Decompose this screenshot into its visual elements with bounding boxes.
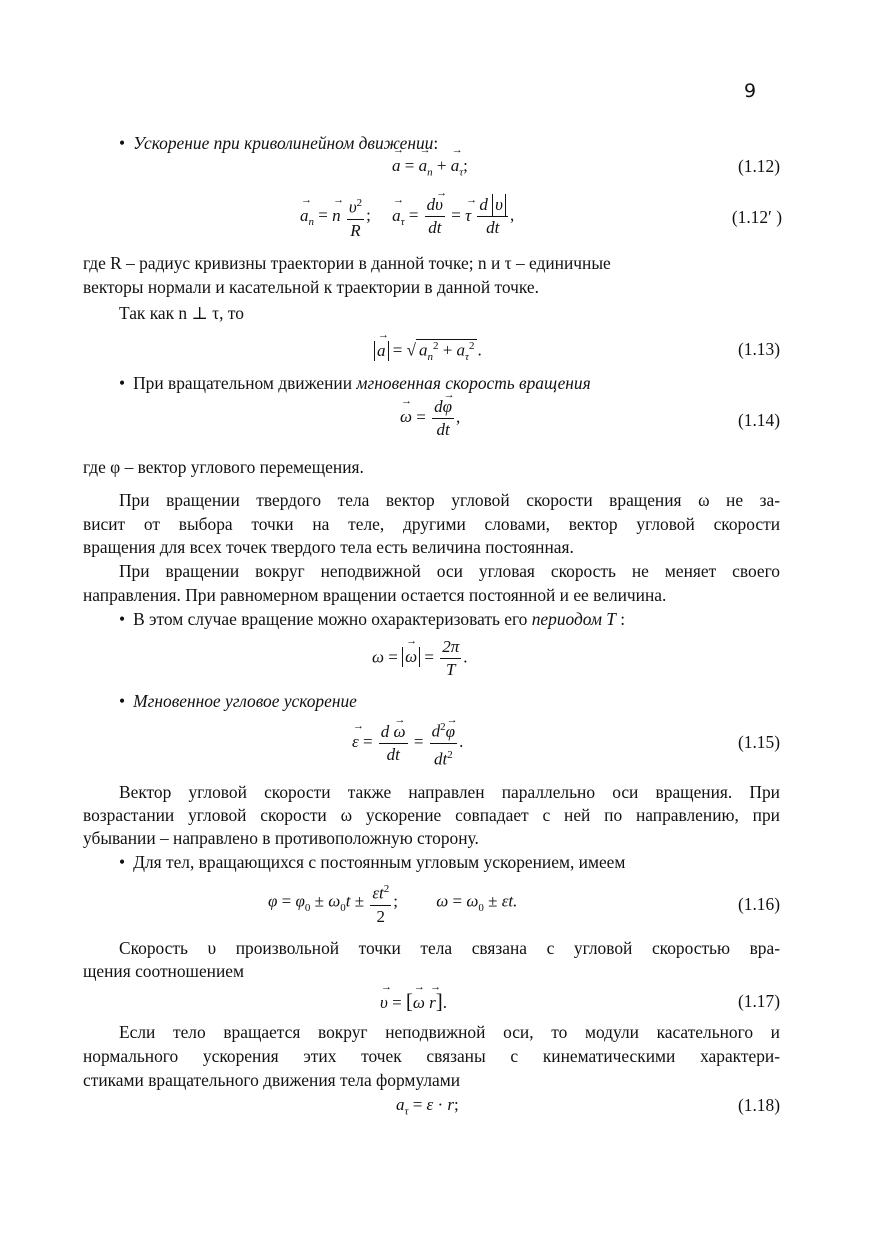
- var-r: → r: [429, 993, 436, 1013]
- sub-n: n: [308, 216, 314, 229]
- op-pm: ±: [488, 891, 498, 911]
- var-abs-v: υ: [492, 194, 506, 216]
- equation-1-18: [396, 1095, 459, 1117]
- op-eq: =: [413, 732, 424, 752]
- fraction-v2-R: [347, 192, 364, 242]
- var-epsilon: → ε: [352, 732, 359, 752]
- var-dt: dt: [386, 744, 400, 764]
- sub-n: n: [427, 351, 433, 364]
- var-omega-vec: → ω: [405, 647, 417, 667]
- var-R: R: [350, 220, 361, 240]
- var-omega0: ω: [466, 891, 479, 911]
- var-dt: dt: [428, 218, 442, 238]
- op-eq: =: [404, 156, 415, 175]
- eq-end: .: [459, 732, 464, 752]
- fraction-d2phi-dt2: [430, 716, 457, 770]
- var-v: → υ: [380, 993, 388, 1013]
- op-eq: =: [392, 993, 402, 1012]
- sub-tau: τ: [465, 351, 469, 364]
- sup-2: 2: [432, 340, 439, 352]
- sup-2: 2: [356, 197, 363, 209]
- var-d: d: [434, 397, 443, 416]
- semicolon: ;: [393, 891, 398, 911]
- op-eq: =: [392, 340, 403, 360]
- sub-n: n: [427, 166, 433, 179]
- op-eq: =: [362, 732, 373, 752]
- var-omega: ω: [436, 891, 449, 911]
- var-T: T: [601, 609, 616, 629]
- bullet-marker: •: [119, 133, 126, 153]
- paragraph-line: векторы нормали и касательной к траектории в данной точке.: [83, 277, 539, 297]
- var-omega: → ω: [400, 407, 412, 427]
- op-eq: =: [451, 205, 461, 225]
- equation-1-15: [352, 716, 463, 770]
- var-v-vec: → υ: [435, 194, 443, 216]
- var-2pi: 2π: [440, 636, 461, 659]
- var-T: T: [446, 660, 456, 679]
- sub-0: 0: [340, 902, 346, 915]
- bullet-marker: •: [119, 691, 126, 711]
- op-pm: ±: [354, 891, 365, 911]
- eq-end: .: [463, 647, 468, 667]
- var-a: a: [456, 340, 466, 360]
- comma: ,: [456, 407, 461, 427]
- equation-number-1-12-prime: (1.12′ ): [731, 207, 782, 227]
- equation-1-16: [268, 878, 517, 928]
- sub-0: 0: [304, 902, 311, 915]
- op-dot: ·: [437, 1095, 444, 1114]
- paragraph-line: направления. При равномерном вращении остается постоянной и ее величина.: [83, 585, 667, 605]
- sub-tau: τ: [404, 1105, 409, 1118]
- op-eq: =: [281, 891, 292, 911]
- paragraph-line: Вектор угловой скорости также направлен параллельно оси вращения. При: [119, 782, 780, 802]
- op-pm: ±: [314, 891, 324, 911]
- fraction-dabsv-dt: [477, 194, 508, 239]
- var-a: → a: [392, 156, 401, 176]
- var-phi: → φ: [443, 396, 452, 418]
- var-epsilon: ε: [426, 1095, 434, 1114]
- sup-2: 2: [440, 721, 446, 733]
- equation-number-1-18: (1.18): [737, 1095, 780, 1115]
- var-dt: dt: [436, 420, 450, 439]
- eq-end: .: [442, 993, 448, 1012]
- var-dt: dt: [433, 749, 448, 769]
- var-a: a: [396, 1095, 405, 1114]
- num-2: 2: [376, 906, 386, 926]
- op-eq: =: [318, 205, 328, 225]
- page-number: 9: [744, 80, 757, 102]
- var-phi: → φ: [446, 721, 455, 743]
- op-eq: =: [388, 647, 398, 667]
- op-eq: =: [424, 647, 434, 667]
- var-omega: → ω: [413, 993, 425, 1013]
- paragraph-line: При вращении твердого тела вектор угловой скорости вращения ω не за-: [119, 490, 780, 510]
- bullet-label: Ускорение при криволинейном движении: [133, 133, 434, 153]
- bullet-marker: •: [119, 609, 126, 629]
- equation-1-17: → υ = [→ ω → r].: [380, 989, 447, 1014]
- fraction-dv-dt: [425, 194, 445, 239]
- sub-0: 0: [478, 902, 484, 915]
- equation-number-1-14: (1.14): [737, 410, 780, 430]
- fraction-dphi-dt: [432, 396, 454, 441]
- var-at: → a: [392, 206, 401, 226]
- equation-number-1-16: (1.16): [737, 894, 780, 914]
- eq-end: ;: [463, 156, 468, 175]
- var-r: r: [447, 1095, 455, 1114]
- var-d: d: [431, 721, 441, 741]
- eq-end: .: [477, 340, 482, 360]
- paragraph-line: Если тело вращается вокруг неподвижной оси, то модули касательного и: [119, 1022, 780, 1042]
- var-et: εt.: [501, 891, 518, 911]
- bullet-rotational-motion: [119, 372, 591, 394]
- bullet-colon: :: [433, 133, 439, 153]
- bullet-emphasis: периодом: [531, 609, 602, 629]
- paragraph-line: стиками вращательного движения тела формулами: [83, 1070, 461, 1090]
- equation-number-1-13: (1.13): [737, 339, 780, 359]
- var-d: d: [380, 721, 390, 741]
- var-d: d: [479, 195, 488, 215]
- var-et: εt: [372, 883, 384, 903]
- comma: ,: [509, 205, 515, 225]
- var-an: → a: [419, 156, 428, 176]
- bullet-text: При вращательном движении: [133, 373, 357, 393]
- paragraph-line: щения соотношением: [83, 961, 244, 981]
- equation-1-12: [392, 156, 468, 178]
- sub-tau: τ: [400, 216, 405, 229]
- op-eq: =: [452, 891, 463, 911]
- var-an: → a: [300, 206, 309, 226]
- sup-2: 2: [447, 748, 453, 761]
- equation-1-14: [400, 396, 460, 441]
- equation-number-1-12: (1.12): [737, 156, 780, 176]
- sup-2: 2: [468, 340, 475, 352]
- var-dt: dt: [486, 218, 500, 238]
- semicolon: ;: [366, 205, 371, 225]
- var-t: t: [345, 891, 351, 911]
- paragraph-line: где φ – вектор углового перемещения.: [83, 457, 364, 477]
- bullet-constant-acceleration: [119, 851, 625, 873]
- bullet-period: [119, 608, 625, 630]
- sup-2: 2: [383, 883, 390, 895]
- equation-1-12-prime: [300, 192, 514, 242]
- var-at: → a: [451, 156, 460, 176]
- bullet-curvilinear-acceleration: [119, 132, 438, 154]
- equation-number-1-15: (1.15): [737, 732, 780, 752]
- var-a: a: [418, 340, 428, 360]
- equation-1-13: → a = √ $a_n^2 + a_\tau^2$ .: [374, 339, 482, 363]
- var-omega: ω: [372, 647, 385, 667]
- fraction-et2-2: [370, 878, 391, 928]
- var-v: υ: [348, 197, 357, 217]
- op-eq: =: [416, 407, 426, 427]
- paragraph-line: нормального ускорения этих точек связаны с кинематическими характери-: [83, 1046, 780, 1066]
- bullet-colon: :: [615, 609, 626, 629]
- paragraph-line: где R – радиус кривизны траектории в данной точке; n и τ – единичные: [83, 253, 611, 273]
- equation-number-1-17: (1.17): [737, 991, 780, 1011]
- var-d: d: [426, 195, 436, 215]
- paragraph-line: Так как n ⊥ τ, то: [119, 303, 244, 323]
- var-n: → n: [332, 206, 341, 226]
- paragraph-line: висит от выбора точки на теле, другими словами, вектор угловой скорости: [83, 514, 780, 534]
- bullet-marker: •: [119, 852, 126, 872]
- sqrt-body: [416, 339, 478, 363]
- var-omega: → ω: [394, 721, 406, 743]
- bullet-angular-acceleration: [119, 690, 357, 712]
- paragraph-line: Скорость υ произвольной точки тела связана с угловой скоростью вра-: [119, 938, 780, 958]
- sub-tau: τ: [459, 166, 464, 179]
- paragraph-line: вращения для всех точек твердого тела есть величина постоянная.: [83, 537, 574, 557]
- bullet-text: Для тел, вращающихся с постоянным угловым ускорением, имеем: [133, 852, 626, 872]
- bullet-text: В этом случае вращение можно охарактеризовать его: [133, 609, 532, 629]
- var-phi0: φ: [295, 891, 305, 911]
- paragraph-line: возрастании угловой скорости ω ускорение совпадает с ней по направлению, при: [83, 805, 780, 825]
- semicolon: ;: [454, 1095, 459, 1114]
- op-plus: +: [442, 340, 453, 360]
- paragraph-line: убывании – направлено в противоположную сторону.: [83, 828, 479, 848]
- var-omega0: ω: [328, 891, 341, 911]
- equation-period: [372, 636, 468, 681]
- var-phi: φ: [268, 891, 278, 911]
- fraction-2pi-T: [440, 636, 461, 681]
- bullet-label: Мгновенное угловое ускорение: [133, 691, 357, 711]
- op-eq: =: [412, 1095, 423, 1114]
- op-plus: +: [436, 156, 447, 175]
- paragraph-line: При вращении вокруг неподвижной оси угловая скорость не меняет своего: [119, 561, 780, 581]
- var-a: → a: [377, 341, 386, 361]
- bullet-marker: •: [119, 373, 126, 393]
- op-eq: =: [408, 205, 419, 225]
- var-tau: → τ: [465, 206, 471, 226]
- bullet-emphasis: мгновенная скорость вращения: [356, 373, 591, 393]
- fraction-dw-dt: [379, 721, 408, 766]
